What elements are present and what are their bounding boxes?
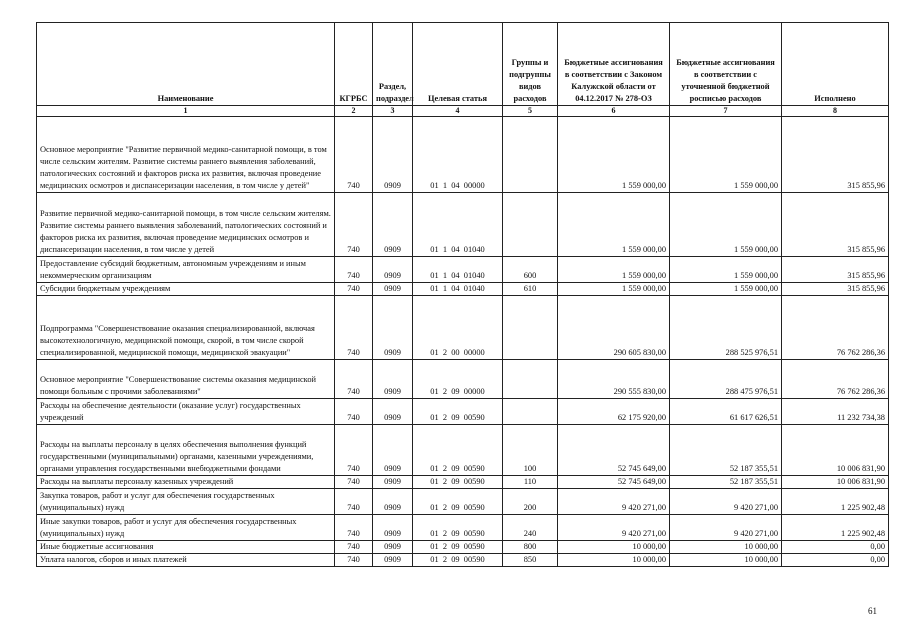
column-number: 7: [670, 106, 782, 117]
row-executed: 76 762 286,36: [782, 296, 889, 360]
budget-table: [36, 22, 889, 567]
row-law: 52 745 649,00: [558, 425, 670, 476]
row-kgrbs: 740: [335, 476, 373, 489]
row-law: 290 555 830,00: [558, 360, 670, 399]
row-law: 10 000,00: [558, 541, 670, 554]
row-refined: 1 559 000,00: [670, 117, 782, 193]
row-refined: 10 000,00: [670, 541, 782, 554]
row-group: 610: [503, 283, 558, 296]
row-executed: 1 225 902,48: [782, 489, 889, 515]
row-refined: 61 617 626,51: [670, 399, 782, 425]
header-kgrbs: КГРБС: [335, 23, 373, 106]
row-name: Расходы на выплаты персоналу в целях обеспечения выполнения функций государственными (муниципальными) органами, казенными учреждениями, органами управления государственными внебюджетными фондами: [37, 425, 335, 476]
row-executed: 0,00: [782, 554, 889, 567]
row-law: 52 745 649,00: [558, 476, 670, 489]
row-section: 0909: [373, 541, 413, 554]
row-name: Подпрограмма "Совершенствование оказания специализированной, включая высокотехнологичную, медицинской помощи, скорой, в том числе скорой специализированной, медицинской помощи, медицинской эвакуации": [37, 296, 335, 360]
row-group: [503, 117, 558, 193]
row-target: 01 2 09 00590: [413, 399, 503, 425]
row-group: [503, 296, 558, 360]
header-law: Бюджетные ассигнования в соответствии с Законом Калужской области от 04.12.2017 № 278-ОЗ: [558, 23, 670, 106]
row-refined: 288 525 976,51: [670, 296, 782, 360]
row-group: [503, 360, 558, 399]
row-section: 0909: [373, 515, 413, 541]
row-group: 100: [503, 425, 558, 476]
row-group: 240: [503, 515, 558, 541]
table-row: [37, 283, 889, 296]
row-refined: 1 559 000,00: [670, 283, 782, 296]
row-kgrbs: 740: [335, 283, 373, 296]
row-kgrbs: 740: [335, 193, 373, 257]
row-executed: 315 855,96: [782, 117, 889, 193]
row-name: Иные бюджетные ассигнования: [37, 541, 335, 554]
row-kgrbs: 740: [335, 117, 373, 193]
row-target: 01 1 04 01040: [413, 257, 503, 283]
table-row: [37, 554, 889, 567]
table-row: [37, 399, 889, 425]
row-law: 1 559 000,00: [558, 117, 670, 193]
row-name: Основное мероприятие "Развитие первичной медико-санитарной помощи, в том числе сельским жителям. Развитие системы раннего выявления заболеваний, патологических состояний и факторов риска их развития, включая проведение медицинских осмотров и диспансеризации населения, в том числе у детей": [37, 117, 335, 193]
row-law: 9 420 271,00: [558, 489, 670, 515]
row-kgrbs: 740: [335, 360, 373, 399]
row-kgrbs: 740: [335, 425, 373, 476]
row-refined: 9 420 271,00: [670, 489, 782, 515]
header-executed: Исполнено: [782, 23, 889, 106]
header-name: Наименование: [37, 23, 335, 106]
row-law: 290 605 830,00: [558, 296, 670, 360]
row-refined: 52 187 355,51: [670, 425, 782, 476]
row-refined: 1 559 000,00: [670, 193, 782, 257]
row-refined: 288 475 976,51: [670, 360, 782, 399]
table-row: [37, 360, 889, 399]
page-number: 61: [868, 606, 877, 616]
table-row: [37, 193, 889, 257]
row-group: [503, 193, 558, 257]
row-executed: 315 855,96: [782, 283, 889, 296]
table-row: [37, 425, 889, 476]
row-section: 0909: [373, 296, 413, 360]
row-name: Субсидии бюджетным учреждениям: [37, 283, 335, 296]
row-name: Расходы на выплаты персоналу казенных учреждений: [37, 476, 335, 489]
header-groups: Группы и подгруппы видов расходов: [503, 23, 558, 106]
row-name: Закупка товаров, работ и услуг для обеспечения государственных (муниципальных) нужд: [37, 489, 335, 515]
column-number: 4: [413, 106, 503, 117]
row-group: [503, 399, 558, 425]
row-executed: 76 762 286,36: [782, 360, 889, 399]
row-section: 0909: [373, 476, 413, 489]
row-refined: 10 000,00: [670, 554, 782, 567]
table-row: [37, 515, 889, 541]
row-target: 01 2 00 00000: [413, 296, 503, 360]
row-name: Предоставление субсидий бюджетным, автономным учреждениям и иным некоммерческим организациям: [37, 257, 335, 283]
row-executed: 10 006 831,90: [782, 476, 889, 489]
row-group: 800: [503, 541, 558, 554]
row-group: 850: [503, 554, 558, 567]
row-target: 01 2 09 00590: [413, 425, 503, 476]
row-target: 01 1 04 01040: [413, 193, 503, 257]
row-kgrbs: 740: [335, 257, 373, 283]
row-kgrbs: 740: [335, 296, 373, 360]
row-section: 0909: [373, 489, 413, 515]
row-kgrbs: 740: [335, 489, 373, 515]
table-row: [37, 117, 889, 193]
table-row: [37, 296, 889, 360]
row-name: Уплата налогов, сборов и иных платежей: [37, 554, 335, 567]
column-number: 1: [37, 106, 335, 117]
header-section: Раздел, подраздел: [373, 23, 413, 106]
row-kgrbs: 740: [335, 541, 373, 554]
row-target: 01 2 09 00590: [413, 476, 503, 489]
column-number: 8: [782, 106, 889, 117]
row-target: 01 2 09 00590: [413, 515, 503, 541]
row-executed: 10 006 831,90: [782, 425, 889, 476]
row-law: 62 175 920,00: [558, 399, 670, 425]
table-row: [37, 489, 889, 515]
row-group: 200: [503, 489, 558, 515]
row-executed: 315 855,96: [782, 257, 889, 283]
row-law: 1 559 000,00: [558, 283, 670, 296]
row-name: Основное мероприятие "Совершенствование системы оказания медицинской помощи больным с прочими заболеваниями": [37, 360, 335, 399]
row-group: 110: [503, 476, 558, 489]
row-section: 0909: [373, 117, 413, 193]
row-target: 01 2 09 00590: [413, 489, 503, 515]
column-number: 2: [335, 106, 373, 117]
row-group: 600: [503, 257, 558, 283]
row-kgrbs: 740: [335, 515, 373, 541]
row-kgrbs: 740: [335, 399, 373, 425]
row-law: 1 559 000,00: [558, 193, 670, 257]
row-target: 01 2 09 00590: [413, 541, 503, 554]
row-section: 0909: [373, 399, 413, 425]
row-law: 1 559 000,00: [558, 257, 670, 283]
row-target: 01 1 04 01040: [413, 283, 503, 296]
row-name: Расходы на обеспечение деятельности (оказание услуг) государственных учреждений: [37, 399, 335, 425]
header-row: [37, 23, 889, 106]
row-target: 01 2 09 00590: [413, 554, 503, 567]
table-row: [37, 257, 889, 283]
row-section: 0909: [373, 283, 413, 296]
row-target: 01 1 04 00000: [413, 117, 503, 193]
row-law: 9 420 271,00: [558, 515, 670, 541]
row-section: 0909: [373, 425, 413, 476]
row-executed: 315 855,96: [782, 193, 889, 257]
row-executed: 1 225 902,48: [782, 515, 889, 541]
table-row: [37, 476, 889, 489]
row-refined: 1 559 000,00: [670, 257, 782, 283]
row-refined: 9 420 271,00: [670, 515, 782, 541]
row-name: Иные закупки товаров, работ и услуг для обеспечения государственных (муниципальных) нужд: [37, 515, 335, 541]
row-kgrbs: 740: [335, 554, 373, 567]
row-executed: 11 232 734,38: [782, 399, 889, 425]
row-refined: 52 187 355,51: [670, 476, 782, 489]
row-executed: 0,00: [782, 541, 889, 554]
column-number: 3: [373, 106, 413, 117]
row-section: 0909: [373, 257, 413, 283]
header-target: Целевая статья: [413, 23, 503, 106]
column-number: 6: [558, 106, 670, 117]
row-name: Развитие первичной медико-санитарной помощи, в том числе сельским жителям. Развитие системы раннего выявления заболеваний, патологических состояний и факторов риска их развития, включая проведение медицинских осмотров и диспансеризации населения, в том числе у детей: [37, 193, 335, 257]
row-law: 10 000,00: [558, 554, 670, 567]
row-section: 0909: [373, 554, 413, 567]
row-section: 0909: [373, 193, 413, 257]
row-target: 01 2 09 00000: [413, 360, 503, 399]
table-row: [37, 541, 889, 554]
column-number: 5: [503, 106, 558, 117]
header-refined: Бюджетные ассигнования в соответствии с уточненной бюджетной росписью расходов: [670, 23, 782, 106]
row-section: 0909: [373, 360, 413, 399]
column-number-row: [37, 106, 889, 117]
